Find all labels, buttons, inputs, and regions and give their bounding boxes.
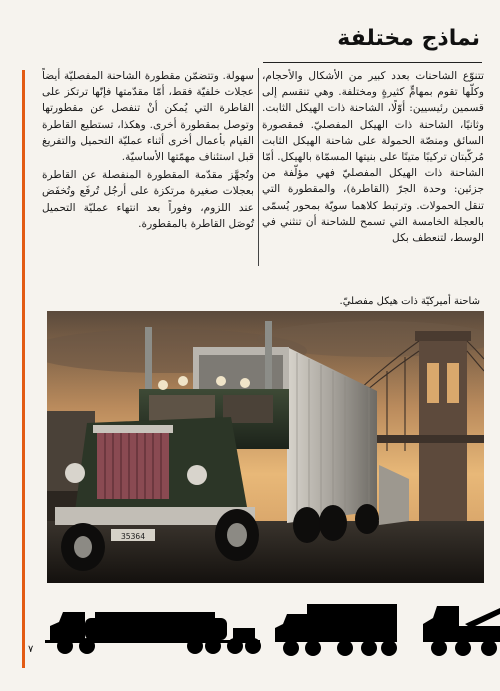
paragraph-legs: وتُجهَّز مقدّمة المقطورة المنفصلة عن القاطرة بعجلات صغيرة مرتكزة على أرجُل تُرفَع وتُخفَض عند اللزوم، وفوراً بعد انتهاء عمليّة التحميل تُوصَل القاطرة بالمقطورة. bbox=[42, 169, 254, 230]
truck-photo bbox=[47, 311, 484, 583]
text-column-left bbox=[42, 68, 254, 232]
truck-box-silhouette-icon bbox=[275, 604, 397, 656]
page-title: نماذج مختلفة bbox=[337, 26, 480, 51]
orange-margin-bar bbox=[22, 70, 25, 668]
truck-car-carrier-silhouette-icon bbox=[423, 606, 500, 656]
truck-tanker-silhouette-icon bbox=[45, 612, 261, 654]
paragraph-intro: تتنوّع الشاحنات بعدد كبير من الأشكال والأحجام، وكلّها تقوم بمهامٍّ كثيرةٍ ومختلفة. وهي تنقسم إلى قسمين رئيسيين: أوّلًا، الشاحنة ذات الهيكل الثابت. وثانيًا، الشاحنة ذات الهيكل المفصليّ. فمقصورة السائق ومنصّة الحمولة على شاحنة الهيكل الثابت مُركّبتان تركيبًا متينًا على بنيتها المسمّاة بالهيكل. أمّا الشاحنة ذات الهيكل المفصليّ فهي مؤلّفة من جزئين: وحدة الجرّ (القاطرة)، والمقطورة التي تنقل الحمولات. وترتبط كلاهما سويّة بمحور يُسمّى بالعجلة الخامسة التي تسمح للشاحنة أن تنثني في الوسط، لتنعطف بكل bbox=[261, 70, 484, 245]
license-plate: 35364 bbox=[120, 532, 146, 541]
photo-caption: شاحنة أميركيّة ذات هيكل مفصليّ. bbox=[339, 296, 480, 307]
page-number: ٧ bbox=[28, 644, 34, 655]
title-underline bbox=[263, 62, 482, 63]
truck-silhouette-strip bbox=[45, 594, 500, 664]
column-divider bbox=[258, 68, 259, 266]
text-column-right bbox=[262, 68, 484, 246]
paragraph-trailer: سهولة. وتتضمّن مقطورة الشاحنة المفصليّة أيضاً عجلات خلفيّة فقط، أمّا مقدّمتها فإنّها ترتكز على القاطرة التي يُمكن أنْ تنفصل عن مقطورتها وتوصل بمقطورة أخرى. وهكذا، تستطيع القاطرة القيام بأعمال أخرى أثناء عمليّة التحميل والتفريغ قبل استئناف مهمّتها الأساسيّة. bbox=[42, 70, 254, 164]
